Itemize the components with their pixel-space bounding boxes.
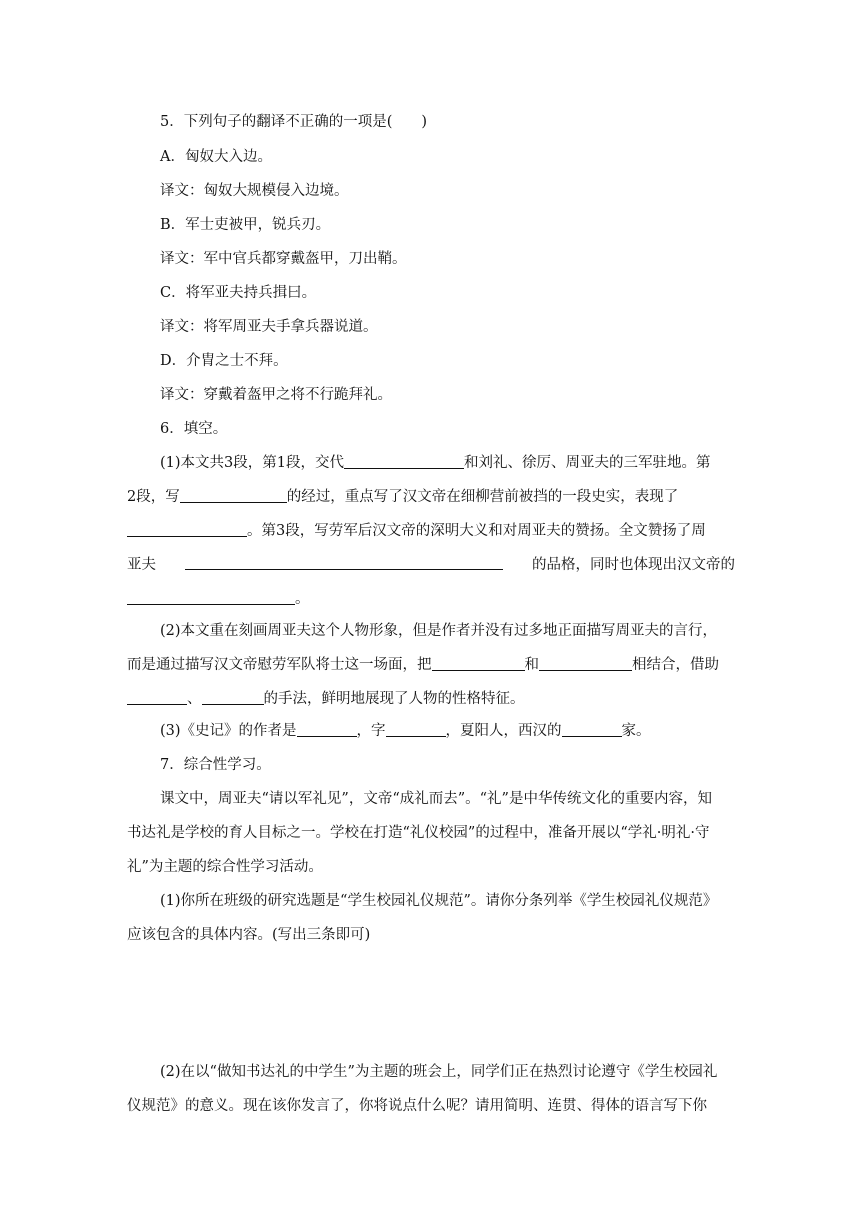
q5-option-d-translation: 译文：穿戴着盔甲之将不行跪拜礼。 xyxy=(160,387,392,403)
answer-blank[interactable] xyxy=(127,690,187,705)
q6-part2-line3: 、 的手法，鲜明地展现了人物的性格特征。 xyxy=(127,689,525,709)
answer-blank[interactable] xyxy=(202,690,264,705)
q7-sub1-line1: (1)你所在班级的研究选题是“学生校园礼仪规范”。请你分条列举《学生校园礼仪规范》 xyxy=(160,893,718,909)
q5-option-c-translation: 译文：将军周亚夫手拿兵器说道。 xyxy=(160,319,378,335)
answer-blank[interactable] xyxy=(127,590,295,605)
q5-option-c: C．将军亚夫持兵揖曰。 xyxy=(160,285,317,301)
q5-option-a-translation: 译文：匈奴大规模侵入边境。 xyxy=(160,183,349,199)
q5-option-a: A．匈奴大入边。 xyxy=(160,149,272,165)
answer-blank[interactable] xyxy=(386,722,446,737)
answer-blank[interactable] xyxy=(180,488,287,503)
q7-intro-line3: 礼”为主题的综合性学习活动。 xyxy=(127,859,323,875)
q7-intro-line1: 课文中，周亚夫“请以军礼见”，文帝“成礼而去”。“礼”是中华传统文化的重要内容，知 xyxy=(160,791,712,807)
answer-blank[interactable] xyxy=(297,722,357,737)
answer-blank[interactable] xyxy=(185,555,503,570)
q6-part1-line1: (1)本文共3段，第1段，交代 和刘礼、徐厉、周亚夫的三军驻地。第 xyxy=(160,455,711,471)
q7-sub2-line2: 仪规范》的意义。现在该你发言了，你将说点什么呢？请用简明、连贯、得体的语言写下你 xyxy=(127,1098,707,1114)
q6-part2-line1: (2)本文重在刻画周亚夫这个人物形象，但是作者并没有过多地正面描写周亚夫的言行， xyxy=(160,623,718,639)
q7-sub2-line1: (2)在以“做知书达礼的中学生”为主题的班会上，同学们正在热烈讨论遵守《学生校园礼 xyxy=(160,1064,718,1080)
q5-option-b: B．军士吏被甲，锐兵刃。 xyxy=(160,217,331,233)
q6-part1-line4: 亚夫 的品格，同时也体现出汉文帝的 xyxy=(127,557,735,573)
answer-blank[interactable] xyxy=(127,522,247,537)
q6-part3: (3)《史记》的作者是 ，字 ，夏阳人，西汉的 家。 xyxy=(160,723,651,739)
q7-title: 7．综合性学习。 xyxy=(160,757,271,773)
q7-intro-line2: 书达礼是学校的育人目标之一。学校在打造“礼仪校园”的过程中，准备开展以“学礼·明礼·守 xyxy=(127,825,710,841)
q5-option-d: D．介胄之士不拜。 xyxy=(160,353,288,369)
q5-option-b-translation: 译文：军中官兵都穿戴盔甲，刀出鞘。 xyxy=(160,251,407,267)
q6-part2-line2: 而是通过描写汉文帝慰劳军队将士这一场面，把 和 相结合，借助 xyxy=(127,657,719,673)
answer-blank[interactable] xyxy=(539,656,632,671)
q6-part1-line2: 2段，写 的经过，重点写了汉文帝在细柳营前被挡的一段史实，表现了 xyxy=(127,489,679,505)
q6-title: 6．填空。 xyxy=(160,421,228,437)
answer-blank[interactable] xyxy=(344,454,464,469)
q6-part1-line5: 。 xyxy=(127,589,310,609)
answer-blank[interactable] xyxy=(432,656,525,671)
q7-sub1-line2: 应该包含的具体内容。(写出三条即可) xyxy=(127,927,371,943)
q5-stem: 5．下列句子的翻译不正确的一项是( ) xyxy=(160,114,428,130)
q6-part1-line3: 。第3段，写劳军后汉文帝的深明大义和对周亚夫的赞扬。全文赞扬了周 xyxy=(127,521,706,541)
answer-blank[interactable] xyxy=(562,722,622,737)
